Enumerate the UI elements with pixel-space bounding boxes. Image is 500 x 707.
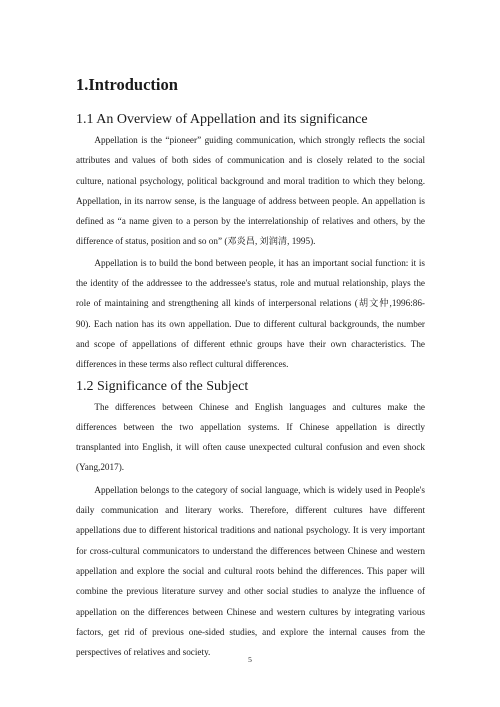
section-title-1-2: 1.2 Significance of the Subject bbox=[76, 378, 249, 394]
paragraph: Appellation belongs to the category of social language, which is widely used in People's daily communication and literary works. Therefore, different cultures have different appellations due to different historical traditions and national psychology. It is very important for cross-cultural communicators to understand the differences between Chinese and western appellation and explore the social and cultural roots behind the differences. This paper will combine the previous literature survey and other social studies to analyze the influence of appellation on the differences between Chinese and western cultures by integrating various factors, get rid of previous one-sided studies, and explore the internal causes from the perspectives of relatives and society. bbox=[76, 484, 425, 658]
page-content bbox=[76, 74, 425, 662]
paragraph: Appellation is the “pioneer” guiding communication, which strongly reflects the social attributes and values of both sides of communication and is closely related to the social culture, national psychology, political background and moral tradition to which they belong. Appellation, in its narrow sense, is the language of address between people. An appellation is defined as “a name given to a person by the interrelationship of relatives and others, by the difference of status, position and so on” (邓炎昌, 刘润清, 1995). bbox=[76, 135, 425, 247]
section-title-1-1: 1.1 An Overview of Appellation and its significance bbox=[76, 112, 368, 127]
page-number: 5 bbox=[248, 655, 252, 664]
paragraph: The differences between Chinese and English languages and cultures make the differences between the two appellation systems. If Chinese appellation is directly transplanted into English, it will often cause unexpected cultural confusion and even shock (Yang,2017). bbox=[76, 401, 425, 473]
paragraph: Appellation is to build the bond between people, it has an important social function: it is the identity of the addressee to the addressee's status, role and mutual relationship, plays the role of maintaining and strengthening all kinds of interpersonal relations (胡文仲,1996:86-90). Each nation has its own appellation. Due to different cultural backgrounds, the number and scope of appellations of different ethnic groups have their own characteristics. The differences in these terms also reflect cultural differences. bbox=[76, 257, 425, 370]
chapter-heading: 1.Introduction bbox=[76, 75, 178, 94]
